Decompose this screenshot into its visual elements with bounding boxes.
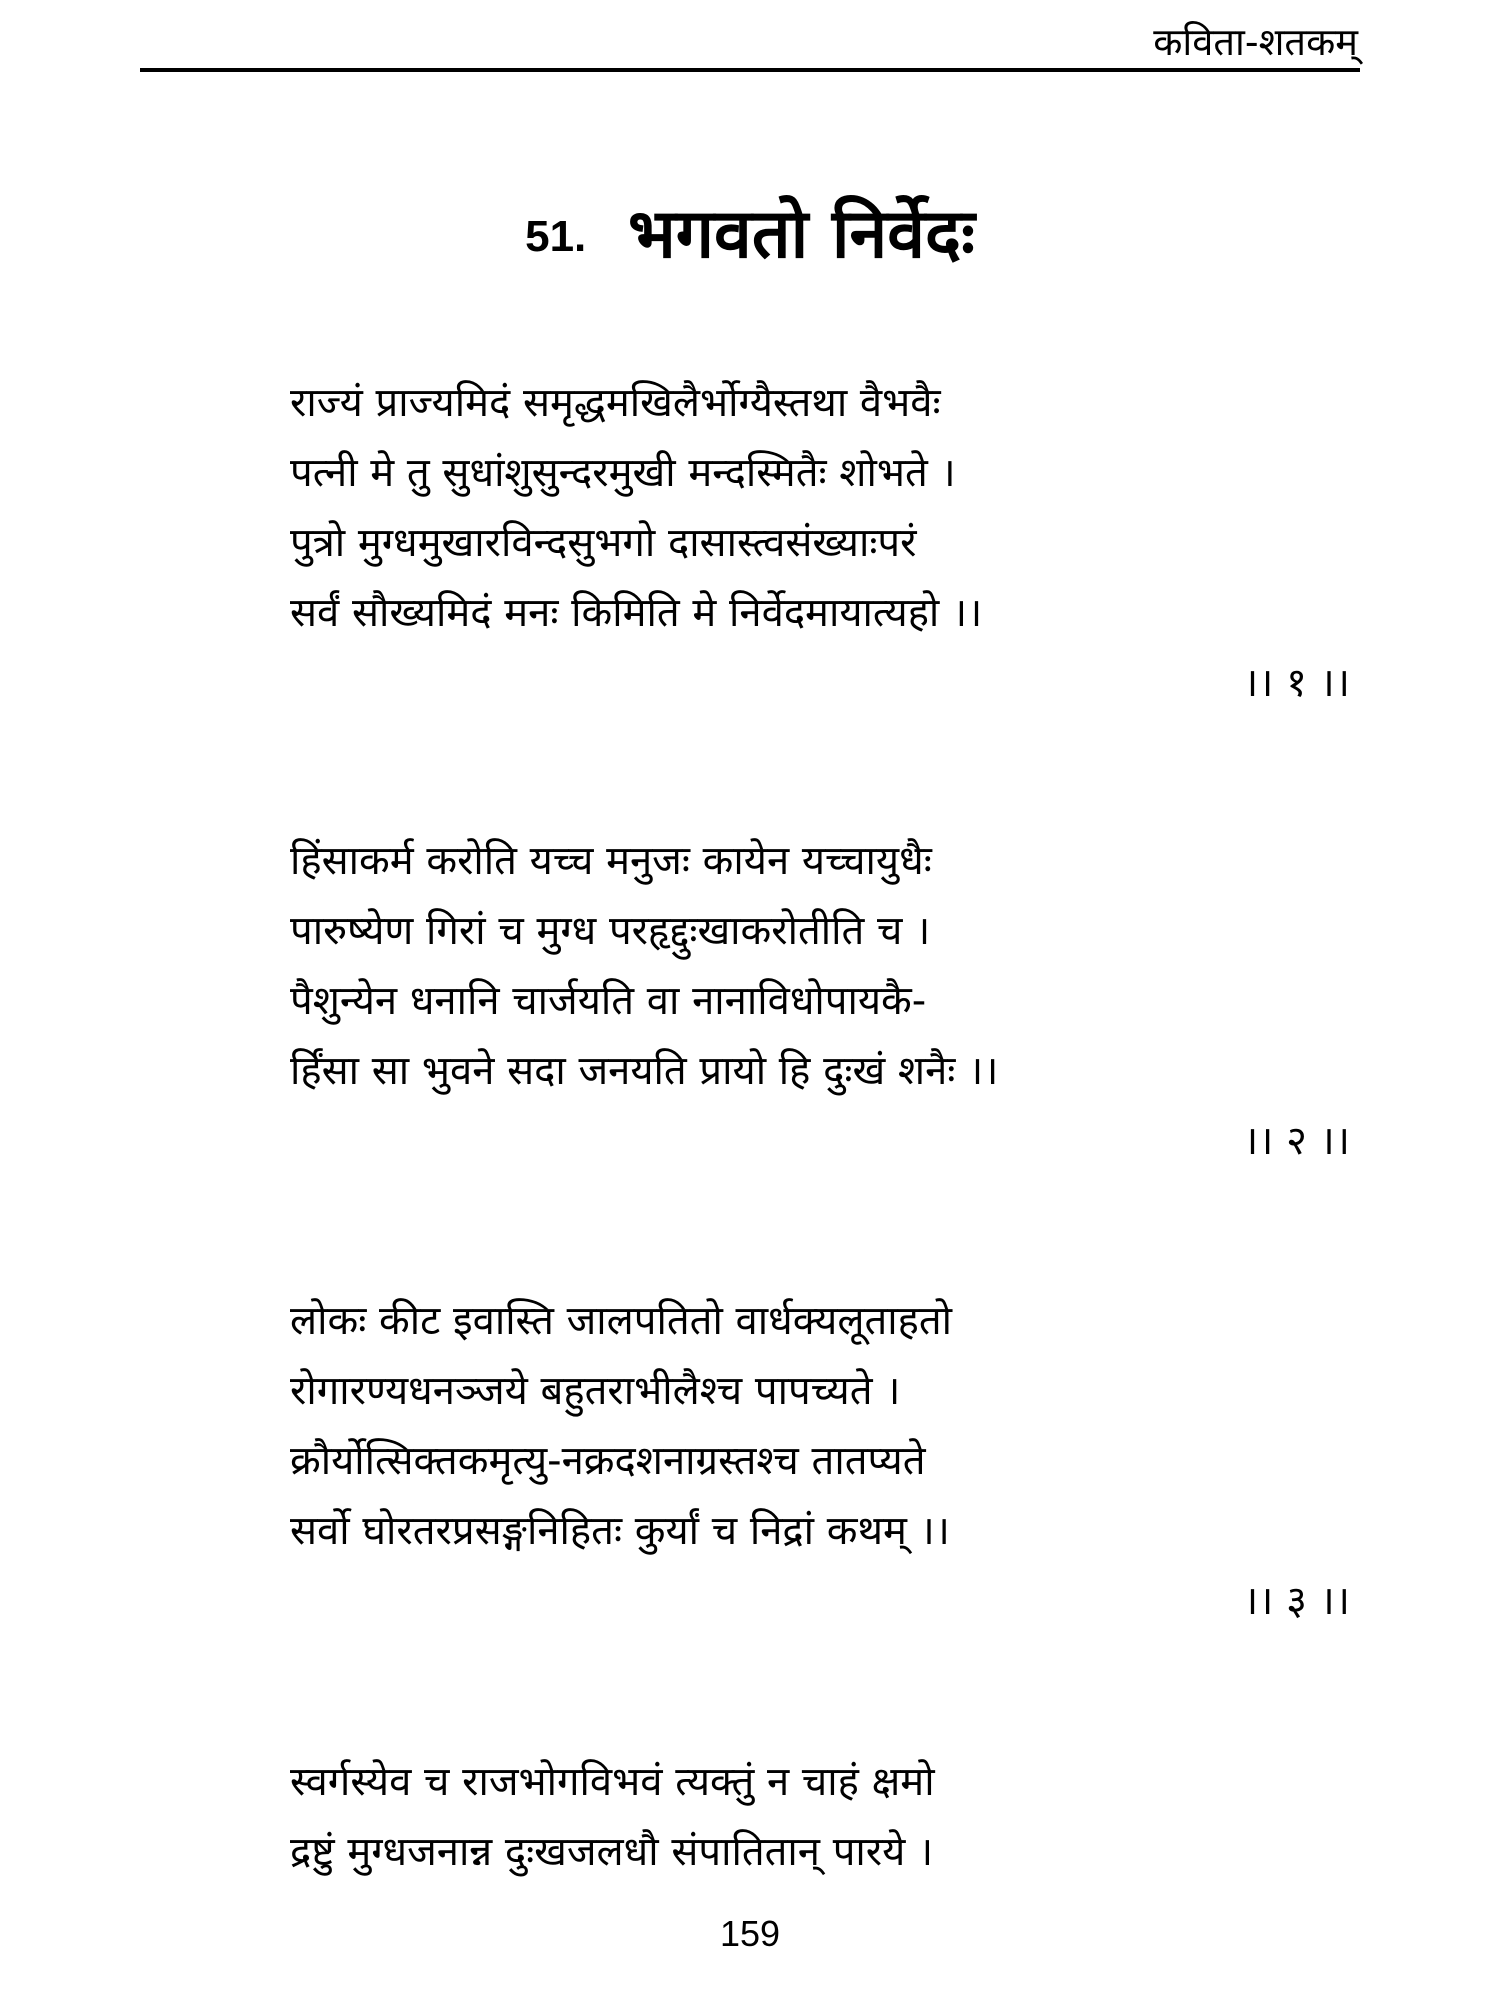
verse-line: पुत्रो मुग्धमुखारविन्दसुभगो दासास्त्वसंख्याःपरं xyxy=(290,520,917,566)
poem-title-block xyxy=(0,190,1500,288)
verse-number: ।। २ ।। xyxy=(1243,1118,1350,1164)
verse-line: सर्वो घोरतरप्रसङ्गनिहितः कुर्यां च निद्रां कथम् ।। xyxy=(290,1508,950,1554)
verse-1 xyxy=(290,368,1360,718)
verse-number: ।। १ ।। xyxy=(1243,660,1350,706)
verse-line: राज्यं प्राज्यमिदं समृद्धमखिलैर्भोग्यैस्तथा वैभवैः xyxy=(290,380,941,426)
page-number: 159 xyxy=(719,1913,781,1954)
running-header: कविता-शतकम् xyxy=(1153,20,1358,64)
verse-line: पत्नी मे तु सुधांशुसुन्दरमुखी मन्दस्मितैः शोभते । xyxy=(290,450,956,496)
verse-line: र्हिंसा सा भुवने सदा जनयति प्रायो हि दुःखं शनैः ।। xyxy=(290,1048,999,1094)
poem-number: 51. xyxy=(525,212,587,261)
verse-line: लोकः कीट इवास्ति जालपतितो वार्धक्यलूताहतो xyxy=(290,1298,953,1344)
verse-line: सर्वं सौख्यमिदं मनः किमिति मे निर्वेदमायात्यहो ।। xyxy=(290,590,983,636)
poem-title: भगवतो निर्वेदः xyxy=(627,195,975,274)
verse-line: पैशुन्येन धनानि चार्जयति वा नानाविधोपायकै- xyxy=(290,978,927,1024)
verse-line: द्रष्टुं मुग्धजनान्न दुःखजलधौ संपातितान् पारये । xyxy=(290,1829,934,1875)
verse-line: हिंसाकर्म करोति यच्च मनुजः कायेन यच्चायुधैः xyxy=(290,838,932,884)
verse-line: रोगारण्यधनञ्जये बहुतराभीलैश्च पापच्यते । xyxy=(290,1368,901,1414)
verse-3 xyxy=(290,1286,1360,1636)
verse-4 xyxy=(290,1747,1360,1887)
verse-line: स्वर्गस्येव च राजभोगविभवं त्यक्तुं न चाहं क्षमो xyxy=(290,1759,935,1805)
verse-2 xyxy=(290,826,1360,1176)
header-rule xyxy=(140,68,1360,72)
verse-line: क्रौर्योत्सिक्तकमृत्यु-नक्रदशनाग्रस्तश्च तातप्यते xyxy=(290,1438,926,1484)
verse-number: ।। ३ ।। xyxy=(1243,1578,1350,1624)
verse-line: पारुष्येण गिरां च मुग्ध परहृद्दुःखाकरोतीति च । xyxy=(290,908,931,954)
